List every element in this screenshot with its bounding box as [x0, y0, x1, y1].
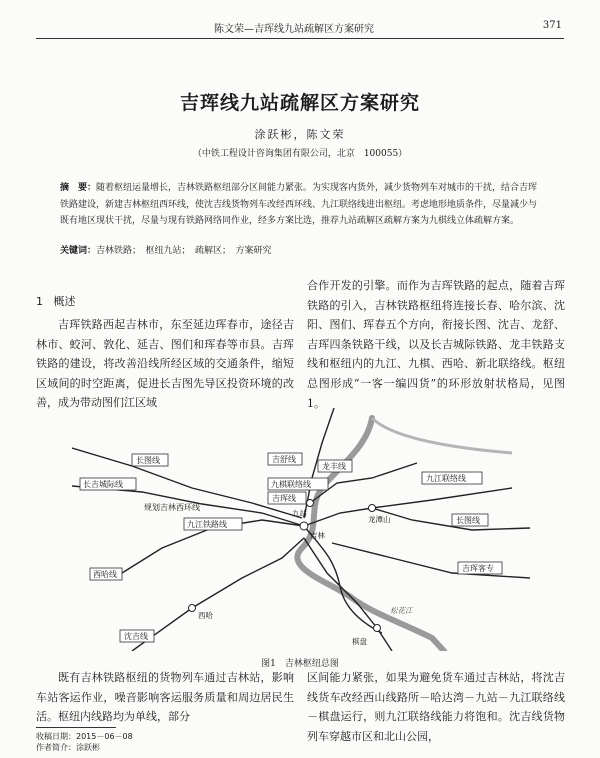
svg-text:沈吉线: 沈吉线: [124, 632, 148, 641]
svg-text:规划吉林西环线: 规划吉林西环线: [144, 503, 200, 512]
footnote-divider: [36, 727, 116, 728]
label-jiujiang: [422, 472, 482, 484]
rail-changtu-east: [372, 508, 530, 530]
station-longtan-marker: [369, 505, 376, 512]
label-jihun-right: [458, 562, 502, 574]
station-qipan-marker: [374, 625, 381, 632]
label-longfeng: [318, 460, 352, 472]
svg-text:九江铁路线: 九江铁路线: [187, 520, 227, 529]
label-jijiang: [268, 453, 302, 465]
label-shenji: [120, 630, 154, 642]
figure-caption: 图1 吉林枢纽总图: [261, 659, 339, 669]
paper-title: 吉珲线九站疏解区方案研究: [179, 92, 420, 114]
svg-text:长图线: 长图线: [456, 516, 480, 525]
svg-text:龙丰线: 龙丰线: [322, 462, 346, 471]
paragraph-1: 吉珲铁路西起吉林市，东至延边珲春市，途径吉林市、蛟河、敦化、延吉、图们和珲春等市县。吉珲铁路的建设，将改善沿线所经区域的交通条件，缩短区域间的时空距离，促进长吉图先导区投资环境的改善，成为带动图们江区域: [36, 318, 294, 410]
section-title: 概述: [53, 295, 76, 308]
paragraph-2: 合作开发的引擎。而作为吉珲铁路的起点，随着吉珲铁路的引入，吉林铁路枢纽将连接长春、哈尔滨、沈阳、图们、珲春五个方向，衔接长图、沈吉、龙舒、吉珲四条铁路干线，以及长吉城际铁路、龙丰铁路支线和枢纽内的九江、九棋、西哈、新北联络线。枢纽总图形成“一客一编四货”的环形放射状格局，见图1。: [307, 279, 565, 410]
station-jilin-marker: [300, 522, 308, 530]
river-label: 松花江: [390, 606, 413, 615]
svg-text:长吉城际线: 长吉城际线: [83, 480, 123, 489]
authors: 涂跃彬，陈文荣: [254, 128, 346, 141]
svg-text:九江联络线: 九江联络线: [426, 474, 466, 483]
abstract-label: 摘 要：: [60, 183, 97, 193]
affiliation: （中铁工程设计咨询集团有限公司，北京 100055）: [192, 149, 408, 159]
keywords-text: 吉林铁路； 枢纽九站； 疏解区； 方案研究: [96, 246, 272, 256]
station-xiha-label: 西哈: [198, 611, 213, 620]
station-jiuzhan-marker: [307, 500, 314, 507]
section-heading: [36, 293, 76, 309]
rail-shenji: [132, 538, 304, 651]
paragraph-3: 既有吉林铁路枢纽的货物列车通过吉林站，影响车站客运作业，噪音影响客运服务质量和周边居民生活。枢纽内线路均为单线，部分: [36, 671, 294, 724]
section-number: 1: [36, 295, 43, 308]
abstract: [60, 180, 540, 230]
label-changtu-right: [452, 514, 488, 526]
svg-text:九棋联络线: 九棋联络线: [271, 480, 311, 489]
label-jihun-mid: [268, 492, 306, 504]
header-divider: [36, 38, 564, 39]
station-qipan-label: 棋盘: [352, 637, 367, 646]
label-left-top: [132, 454, 168, 466]
svg-text:吉舒线: 吉舒线: [272, 455, 296, 464]
running-title: 陈文荣—吉珲线九站疏解区方案研究: [214, 24, 374, 35]
footnote-author: 作者简介：涂跃彬: [36, 743, 100, 752]
footnote-received: 收稿日期：2015－06－08: [36, 732, 133, 741]
label-center-plan: [144, 502, 200, 512]
svg-text:长图线: 长图线: [136, 456, 160, 465]
label-west: [90, 568, 122, 580]
label-jiutu: [184, 518, 242, 530]
station-jilin-label: 吉林: [310, 531, 325, 540]
svg-text:吉珲客专: 吉珲客专: [462, 564, 494, 573]
paragraph-4: 区间能力紧张，如果为避免货车通过吉林站，将沈吉线货车改经西山线路所－哈达湾－九站－九江联络线－棋盘运行，则九江联络线能力将饱和。沈吉线货物列车穿越市区和北山公园，: [307, 671, 565, 743]
label-jiuqi: [268, 478, 328, 490]
svg-text:西哈线: 西哈线: [93, 570, 117, 579]
hub-map-figure: [72, 408, 530, 651]
page-number: 371: [542, 20, 562, 31]
keywords: [60, 243, 540, 256]
abstract-text: 随着枢纽运量增长，吉林铁路枢纽部分区间能力紧张。为实现客内货外，减少货物列车对城市的干扰，结合吉珲铁路建设，新建吉林枢纽西环线，使沈吉线货物列车改经西环线、九江联络线进出枢纽。考虑地形地质条件，尽量减少与既有地区现状干扰，尽量与现有铁路网络同作业，经多方案比选，推荐九站疏解区疏解方案为九棋线立体疏解方案。: [60, 183, 538, 226]
label-left-mid: [80, 478, 136, 490]
station-jiuzhan-label: 九站: [292, 509, 307, 518]
svg-text:吉珲线: 吉珲线: [272, 494, 296, 503]
keywords-label: 关键词：: [60, 246, 97, 256]
station-longtan-label: 龙潭山: [368, 515, 391, 524]
station-xiha-marker: [189, 605, 196, 612]
